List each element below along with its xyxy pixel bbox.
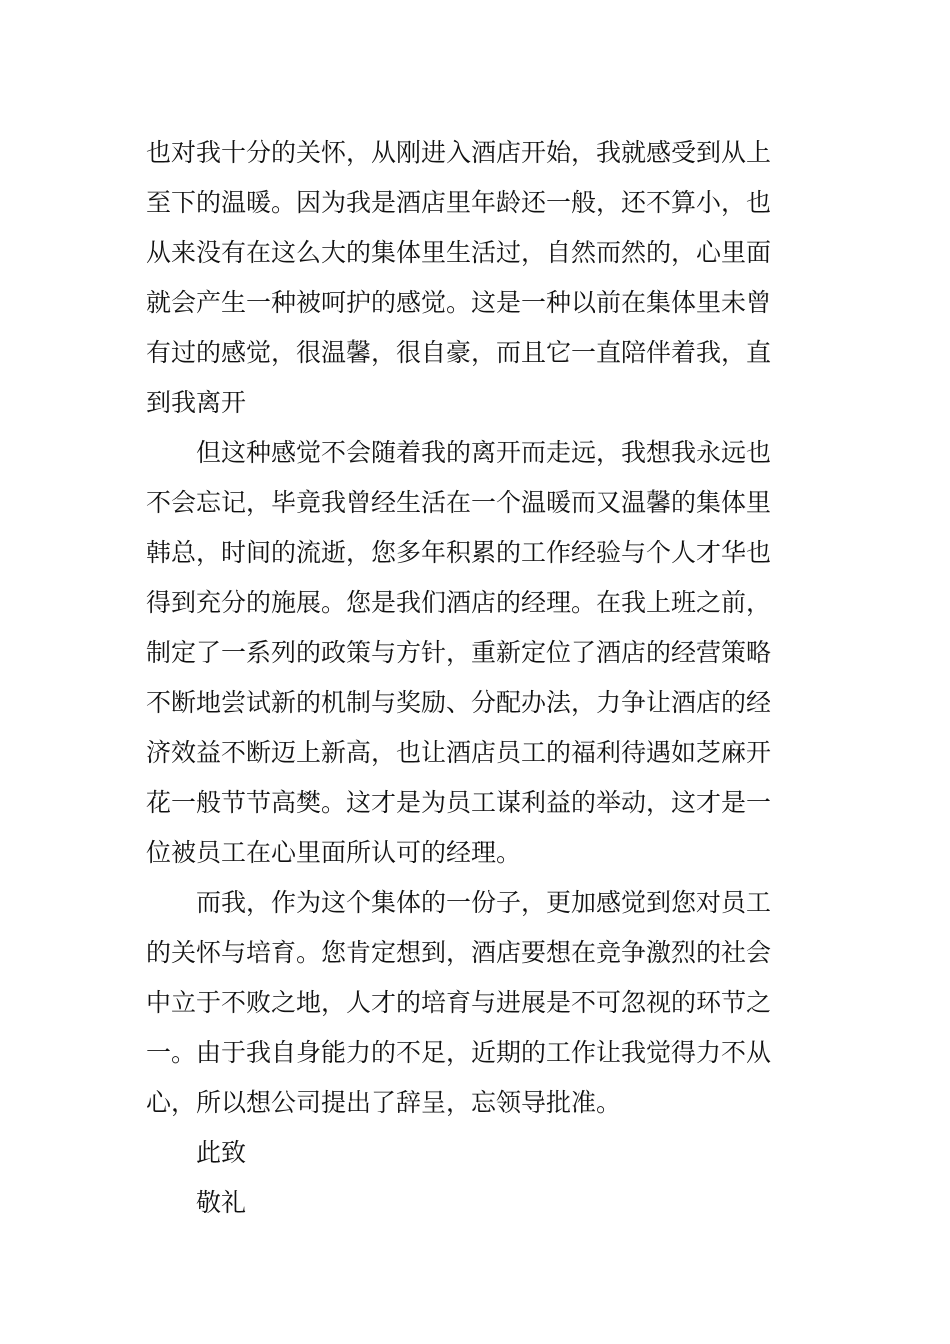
text-line: 中立于不败之地，人才的培育与进展是不可忽视的环节之 — [146, 988, 772, 1017]
text-line: 一。由于我自身能力的不足，近期的工作让我觉得力不从 — [146, 1038, 772, 1067]
letter-body — [146, 128, 806, 1228]
closing-regards: 敬礼 — [196, 1188, 247, 1217]
paragraph-start-line: 但这种感觉不会随着我的离开而走远，我想我永远也 — [196, 438, 772, 467]
text-line: 到我离开 — [146, 388, 247, 417]
text-line: 位被员工在心里面所认可的经理。 — [146, 838, 522, 867]
text-line: 不断地尝试新的机制与奖励、分配办法，力争让酒店的经 — [146, 688, 772, 717]
text-line: 心，所以想公司提出了辞呈，忘领导批准。 — [146, 1088, 622, 1117]
closing-salutation: 此致 — [196, 1138, 247, 1167]
text-line: 花一般节节高樊。这才是为员工谋利益的举动，这才是一 — [146, 788, 772, 817]
text-line: 至下的温暖。因为我是酒店里年龄还一般，还不算小，也 — [146, 188, 772, 217]
paragraph-start-line: 而我，作为这个集体的一份子，更加感觉到您对员工 — [196, 888, 772, 917]
text-line: 有过的感觉，很温馨，很自豪，而且它一直陪伴着我，直 — [146, 338, 772, 367]
text-line: 不会忘记，毕竟我曾经生活在一个温暖而又温馨的集体里 — [146, 488, 772, 517]
text-line: 得到充分的施展。您是我们酒店的经理。在我上班之前， — [146, 588, 772, 617]
text-line: 也对我十分的关怀，从刚进入酒店开始，我就感受到从上 — [146, 138, 772, 167]
text-line: 制定了一系列的政策与方针，重新定位了酒店的经营策略 — [146, 638, 772, 667]
text-line: 从来没有在这么大的集体里生活过，自然而然的，心里面 — [146, 238, 772, 267]
text-line: 就会产生一种被呵护的感觉。这是一种以前在集体里未曾 — [146, 288, 772, 317]
text-line: 济效益不断迈上新高，也让酒店员工的福利待遇如芝麻开 — [146, 738, 772, 767]
text-line: 韩总，时间的流逝，您多年积累的工作经验与个人才华也 — [146, 538, 772, 567]
text-line: 的关怀与培育。您肯定想到，酒店要想在竞争激烈的社会 — [146, 938, 772, 967]
